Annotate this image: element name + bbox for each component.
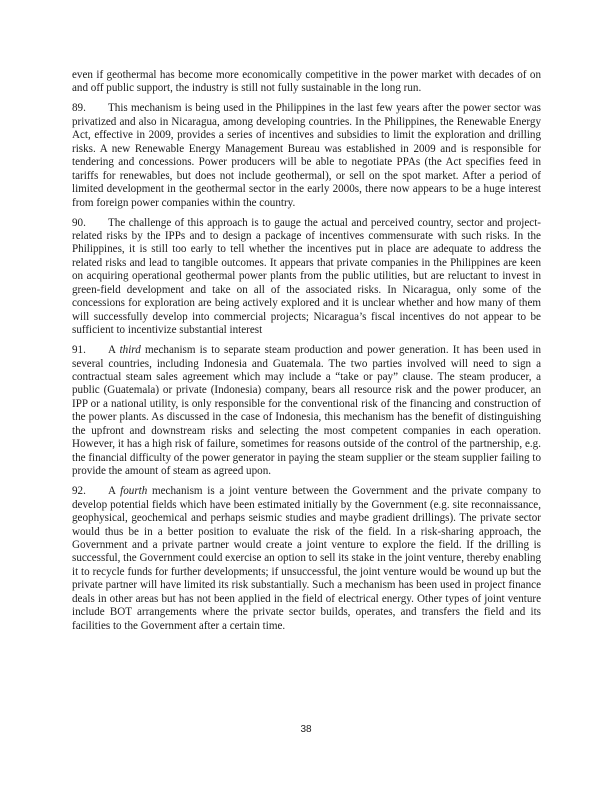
paragraph-number: 92.	[72, 485, 86, 498]
document-page	[72, 69, 541, 640]
paragraph-text: mechanism is a joint venture between the Government and the private company to develop potential fields which have been estimated initially by the Government (e.g. site reconnaissance, geophysical, geochemical and perhaps seismic studies and maybe gradient drillings). The private sector would thus be in a better position to evaluate the risk of the field. In a risk-sharing approach, the Government and a private partner would create a joint venture to explore the field. If the drilling is successful, the Government could exercise an option to sell its stake in the joint venture, thereby enabling it to recycle funds for further developments; if unsuccessful, the joint venture would be wound up but the private partner will have limited its risk substantially. Such a mechanism has been used in project finance deals in other areas but has not been applied in the field of electrical energy. Other types of joint venture include BOT arrangements where the private sector builds, operates, and transfers the field and its facilities to the Government after a certain time.	[72, 485, 541, 632]
paragraph-number: 89.	[72, 102, 86, 115]
paragraph-91	[72, 344, 541, 479]
paragraph-92	[72, 485, 541, 633]
paragraph-emphasis: fourth	[120, 485, 148, 498]
paragraph-90	[72, 217, 541, 338]
paragraph-text: even if geothermal has become more economically competitive in the power market with decades of on and off public support, the industry is still not fully sustainable in the long run.	[72, 69, 541, 95]
paragraph-text: This mechanism is being used in the Philippines in the last few years after the power sector was privatized and also in Nicaragua, among developing countries. In the Philippines, the Renewable Energy Act, effective in 2009, provides a series of incentives and subsidies to limit the exploration and drilling risks. A new Renewable Energy Management Bureau was established in 2009 and is responsible for tendering and concessions. Power producers will be able to negotiate PPAs (the Act specifies feed in tariffs for renewables, but does not include geothermal), or sell on the spot market. After a period of limited development in the geothermal sector in the early 2000s, there now appears to be a huge interest from foreign power companies within the country.	[72, 102, 541, 209]
paragraph-emphasis: third	[119, 344, 141, 357]
paragraph-89	[72, 102, 541, 210]
paragraph-lead: A	[108, 485, 121, 498]
page-number: 38	[300, 724, 312, 735]
paragraph-text: mechanism is to separate steam production and power generation. It has been used in several countries, including Indonesia and Guatemala. The two parties involved will need to sign a contractual steam sales agreement which may include a “take or pay” clause. The steam producer, a public (Guatemala) or private (Indonesia) company, bears all resource risk and the power producer, an IPP or a national utility, is only responsible for the conventional risk of the financing and construction of the power plants. As discussed in the case of Indonesia, this mechanism has the benefit of distinguishing the upfront and downstream risks and selecting the most competent companies in each operation. However, it has a high risk of failure, sometimes for reasons outside of the control of the partnership, e.g. the financial difficulty of the power generator in paying the steam supplier or the steam supplier failing to provide the amount of steam as agreed upon.	[72, 344, 541, 478]
paragraph-continuation	[72, 69, 541, 96]
paragraph-lead: A	[108, 344, 120, 357]
paragraph-text: The challenge of this approach is to gauge the actual and perceived country, sector and project-related risks by the IPPs and to design a package of incentives commensurate with such risks. In the Philippines, it is still too early to tell whether the incentives put in place are adequate to address the related risks and lead to tangible outcomes. It appears that private companies in the Philippines are keen on acquiring operational geothermal power plants from the public utilities, but are reluctant to invest in green-field development and take on all of the associated risks. In Nicaragua, only some of the concessions for exploration are being actively explored and it is unclear whether and how many of them will successfully develop into commercial projects; Nicaragua’s fiscal incentives do not appear to be sufficient to incentivize substantial interest	[72, 216, 541, 337]
paragraph-number: 91.	[72, 344, 86, 357]
paragraph-number: 90.	[72, 216, 86, 229]
